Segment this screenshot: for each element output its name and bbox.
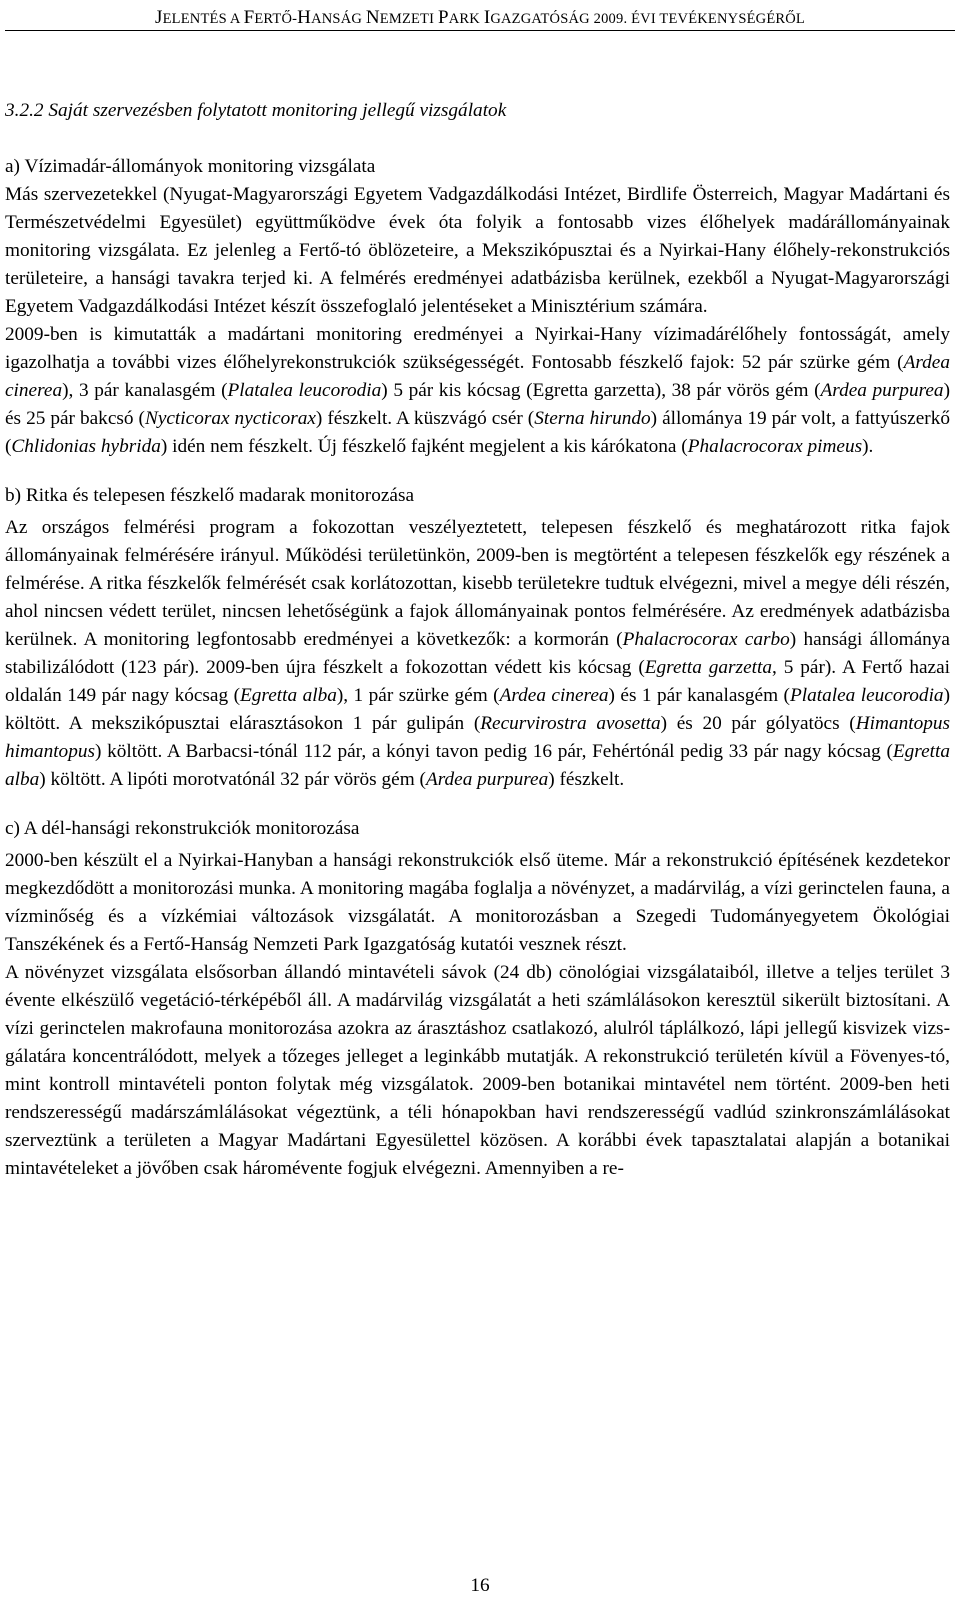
- page-number: 16: [470, 1575, 490, 1596]
- text-run: ) és 20 pár gólyatöcs (: [660, 713, 856, 734]
- header-text-segment: GAZGATÓSÁG 2009. ÉVI TEVÉKENYSÉGÉRŐL: [490, 11, 805, 27]
- text-run: ) fészkelt. A küszvágó csér (: [315, 408, 535, 429]
- text-run: 2009-ben is kimutatták a madártani monitoring eredményei a Nyirkai-Hany vízimadárélőhely fontosságát, amely igazolhatja a további vizes élőhelyrekonstrukciók szükségességét. Fontosabb fészkelő fajok: 52 pár szürke gém (: [5, 324, 950, 373]
- text-run: 2000-ben készült el a Nyirkai-Hanyban a hansági rekonstrukciók első üteme. Már a rekonstrukció építésének kezdetekor megkezdődött a monitorozási munka. A monitoring magába foglalja a növényzet, a madárvilág, a vízi gerinctelen fauna, a vízminőség és a vízkémiai változások vizsgálatát. A monitorozásban a Szegedi Tudományegyetem Ökológiai Tanszékének és a Fertő-Hanság Nemzeti Park Igazgatóság kutatói vesznek részt.: [5, 850, 950, 955]
- species-name: Platalea leucorodia: [789, 685, 944, 706]
- species-name: Phalacrocorax pimeus: [687, 436, 863, 457]
- header-text-segment: I: [483, 7, 491, 28]
- header-text-segment: N: [365, 7, 380, 28]
- text-run: ) és 25 pár bakcsó (: [5, 380, 950, 429]
- text-run: ) állománya 19 pár volt, a fattyúszerkő (: [5, 408, 950, 457]
- text-run: ) költött. A lipóti morotvatónál 32 pár vörös gém (: [39, 769, 426, 790]
- text-run: ) hansági állománya stabilizálódott (123 pár). 2009-ben újra fészkelt a fokozottan védett kis kócsag (: [5, 629, 950, 678]
- header-text-segment: ELENTÉS A: [162, 11, 244, 27]
- header-text-segment: ANSÁG: [311, 11, 366, 27]
- page-content: [5, 97, 950, 1183]
- species-name: Egretta alba: [5, 741, 950, 790]
- text-run: ), 3 pár kanalasgém (: [62, 380, 228, 401]
- header-text-segment: H: [297, 7, 312, 28]
- paragraph: [5, 847, 950, 959]
- paragraph: [5, 181, 950, 321]
- text-run: , 5 pár). A Fertő hazai oldalán 149 pár nagy kócsag (: [5, 657, 951, 706]
- species-name: Egretta garzetta: [644, 657, 772, 678]
- subsection-heading-b: b) Ritka és telepesen fészkelő madarak monitorozása: [5, 485, 415, 506]
- text-run: Más szervezetekkel (Nyugat-Magyarországi Egyetem Vadgazdálkodási Intézet, Birdlife Österreich, Magyar Madártani és Természetvédelmi Egyesület) együttműködve évek óta folyik a fontosabb vizes élőhelyek madárállományainak monitoring vizsgálata. Ez jelenleg a Fertő-tó öblözeteire, a Mekszikópusztai és a Nyirkai-Hany élőhely-rekonstrukciós területeire, a hansági tavakra terjed ki. A felmérés eredményei adatbázisba kerülnek, ezekből a Nyugat-Magyarországi Egyetem Vadgazdálkodási Intézet készít összefoglaló jelentéseket a Minisztérium számára.: [5, 184, 950, 317]
- species-name: Ardea cinerea: [499, 685, 609, 706]
- species-name: Recurvirostra avosetta: [480, 713, 661, 734]
- species-name: Nycticorax nycticorax: [144, 408, 316, 429]
- species-name: Ardea cinerea: [5, 352, 950, 401]
- section-heading: 3.2.2 Saját szervezésben folytatott monitoring jellegű vizsgálatok: [5, 100, 507, 121]
- text-run: ), 1 pár szürke gém (: [336, 685, 500, 706]
- species-name: Chlidonias hybrida: [11, 436, 161, 457]
- header-rule: [5, 30, 955, 31]
- text-run: ) 5 pár kis kócsag (Egretta garzetta), 38 pár vörös gém (: [381, 380, 821, 401]
- text-run: ) idén nem fészkelt. Új fészkelő fajként megjelent a kis kárókatona (: [160, 436, 688, 457]
- species-name: Platalea leucorodia: [227, 380, 382, 401]
- species-name: Egretta alba: [240, 685, 337, 706]
- text-run: Az országos felmérési program a fokozottan veszélyeztetett, telepesen fészkelő és meghatározott ritka fajok állományainak felmérésére irányul. Működési területünkön, 2009-ben is megtörtént a telepesen fészkelők egy részének a felmérése. A ritka fészkelők felmérését csak korlátozottan, kisebb területekre tudtuk elvégezni, mivel a megye déli részén, ahol nincsen védett terület, nincsen lehetőségünk a fajok állományainak pontos felmérésére. Az eredmények adatbázisba kerülnek. A monitoring legfontosabb eredményei a következők: a kormorán (: [5, 517, 950, 650]
- paragraph: [5, 514, 950, 794]
- header-text-segment: F: [243, 7, 255, 28]
- species-name: Ardea purpurea: [820, 380, 944, 401]
- subsection-heading-a: a) Vízimadár-állományok monitoring vizsgálata: [5, 156, 376, 177]
- text-run: ) költött. A Barbacsi-tónál 112 pár, a kónyi tavon pedig 16 pár, Fehértónál pedig 33 pár nagy kócsag (: [95, 741, 893, 762]
- header-text-segment: J: [155, 7, 163, 28]
- running-header: [0, 7, 960, 29]
- species-name: Phalacrocorax carbo: [622, 629, 790, 650]
- paragraph: [5, 321, 950, 461]
- text-run: ) és 1 pár kanalasgém (: [608, 685, 790, 706]
- header-text-segment: ERTŐ-: [254, 11, 298, 27]
- species-name: Himantopus himantopus: [5, 713, 950, 762]
- header-text-segment: P: [437, 7, 449, 28]
- header-text-segment: EMZETI: [379, 11, 438, 27]
- species-name: Sterna hirundo: [534, 408, 651, 429]
- paragraph: [5, 959, 950, 1183]
- header-text-segment: ARK: [448, 11, 484, 27]
- text-run: ) költött. A mekszikópusztai elárasztásokon 1 pár gulipán (: [5, 685, 950, 734]
- species-name: Ardea purpurea: [425, 769, 549, 790]
- text-run: A növényzet vizsgálata elsősorban állandó mintavételi sávok (24 db) cönológiai vizsgálataiból, illetve a teljes terület 3 évente elkészülő vegetáció-térképéből áll. A madárvilág vizsgálatát a heti számlálásokon keresztül sikerült biztosítani. A vízi gerinctelen makrofauna monitorozása azokra az árasztáshoz csatlakozó, alulról táplálkozó, lápi jellegű kisvizek vizsgálatára koncentrálódott, melyek a tőzeges jelleget a leginkább mutatják. A rekonstrukció területén kívül a Fövenyes-tó, mint kontroll mintavételi ponton folytak még vizsgálatok. 2009-ben botanikai mintavétel nem történt. 2009-ben heti rendszerességű madárszámlálásokat végeztünk, a téli hónapokban havi rendszerességű vadlúd szinkronszámlálásokat szerveztünk a területen a Magyar Madártani Egyesülettel közösen. A korábbi évek tapasztalatai alapján a botanikai mintavételeket a jövőben csak háromévente fogjuk elvégezni. Amennyiben a re-: [5, 962, 950, 1179]
- subsection-heading-c: c) A dél-hansági rekonstrukciók monitorozása: [5, 818, 360, 839]
- text-run: ).: [862, 436, 874, 457]
- text-run: ) fészkelt.: [548, 769, 625, 790]
